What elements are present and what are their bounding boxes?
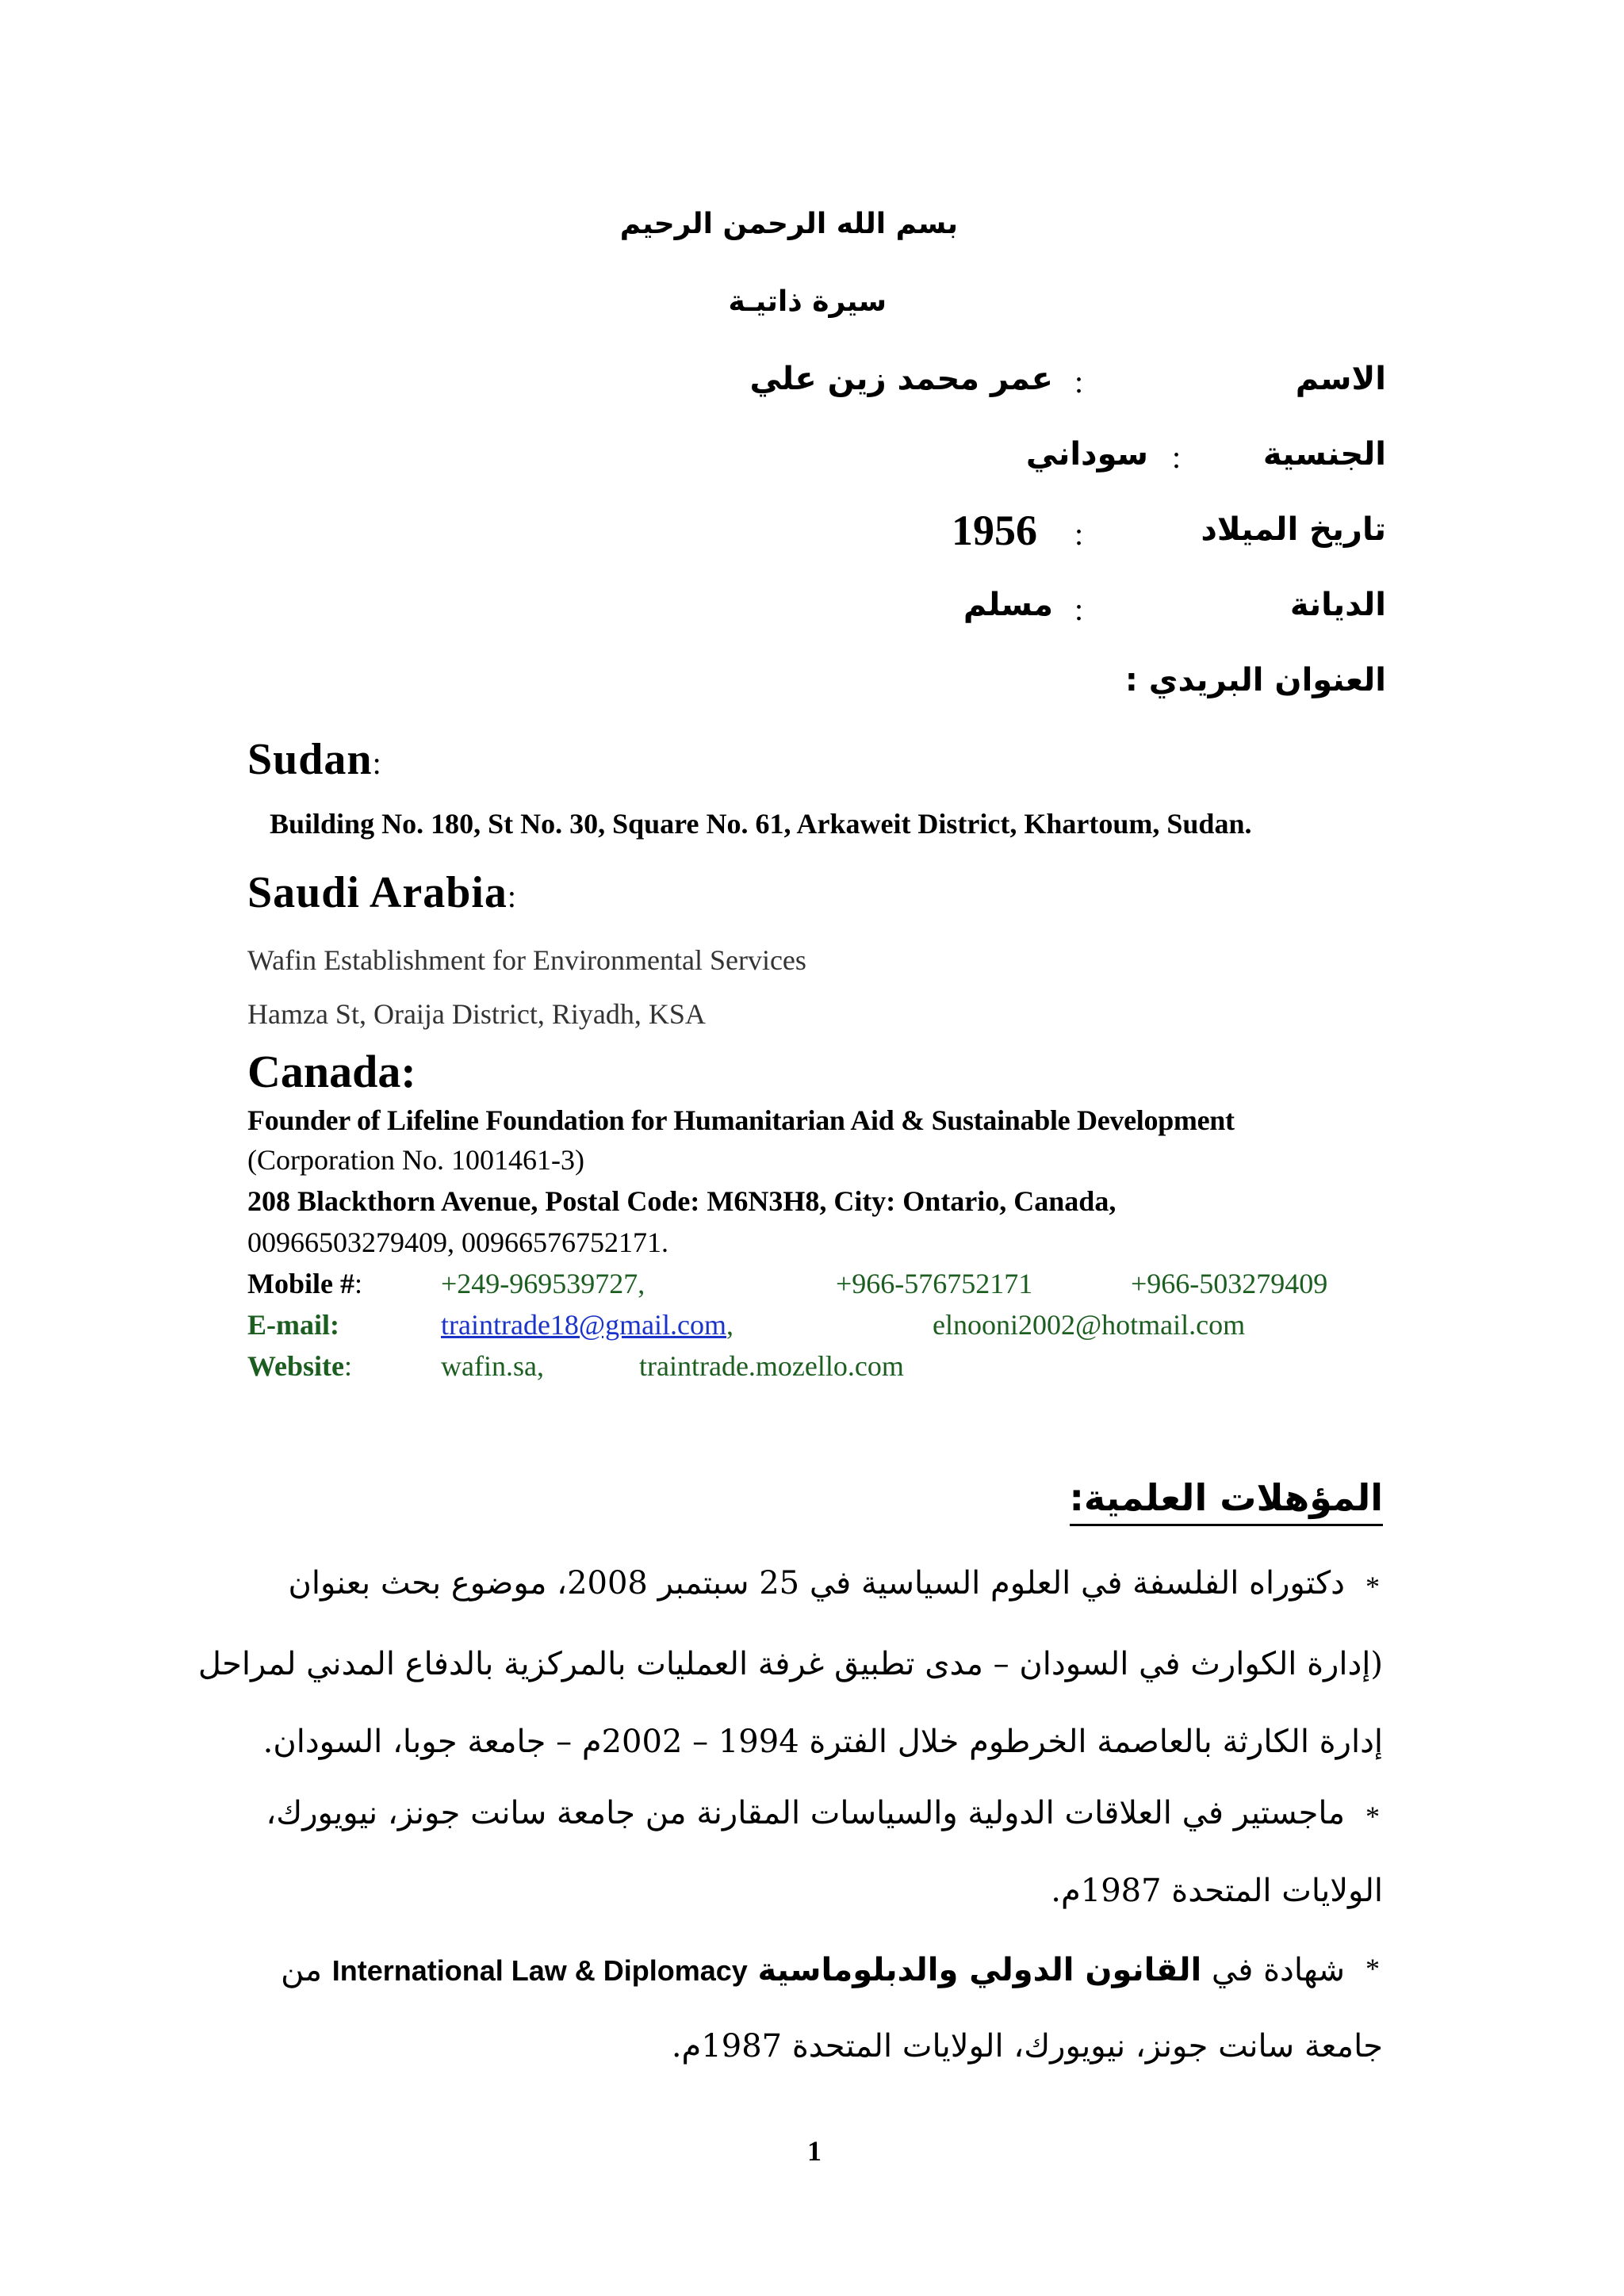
saudi-title: Saudi Arabia [247, 868, 508, 917]
mobile-number-2: +966-576752171 [836, 1268, 1033, 1299]
sudan-title: Sudan [247, 735, 373, 784]
saudi-address-line-2: Hamza St, Oraija District, Riyadh, KSA [247, 998, 706, 1030]
name-colon: : [1074, 364, 1084, 400]
q3-line-2: جامعة سانت جونز، نيويورك، الولايات المتحدة 1987م. [671, 2028, 1383, 2064]
mobile-number-1: +249-969539727, [441, 1268, 645, 1299]
website-colon: : [344, 1350, 353, 1382]
website-label [247, 1349, 352, 1383]
canada-line-3: 208 Blackthorn Avenue, Postal Code: M6N3H8, City: Ontario, Canada, [247, 1185, 1116, 1217]
q3-bold: القانون الدولي والدبلوماسية [757, 1952, 1202, 1988]
q2-line-2: الولايات المتحدة 1987م. [1051, 1873, 1383, 1909]
religion-label: الديانة [1289, 587, 1386, 623]
religion-colon: : [1074, 591, 1084, 627]
website-2[interactable]: traintrade.mozello.com [639, 1350, 904, 1382]
mobile-number-3: +966-503279409 [1131, 1268, 1328, 1299]
email-2[interactable]: elnooni2002@hotmail.com [933, 1309, 1246, 1341]
mobile-colon: : [354, 1268, 362, 1299]
email-label: E-mail: [247, 1309, 339, 1341]
saudi-address-line-1: Wafin Establishment for Environmental Services [247, 944, 806, 976]
sudan-heading [247, 734, 382, 785]
email-1 [441, 1308, 733, 1341]
q2-line-1: ماجستير في العلاقات الدولية والسياسات المقارنة من جامعة سانت جونز، نيويورك، [266, 1795, 1345, 1831]
saudi-colon: : [507, 878, 518, 914]
q1-line-2: (إدارة الكوارث في السودان – مدى تطبيق غرفة العمليات بالمركزية بالدفاع المدني لمراحل [197, 1646, 1383, 1682]
canada-line-2: (Corporation No. 1001461-3) [247, 1144, 584, 1176]
dob-value: 1956 [952, 507, 1037, 554]
page-number: 1 [807, 2135, 822, 2167]
nationality-label: الجنسية [1262, 436, 1386, 473]
q3-line-1 [281, 1952, 1345, 1988]
qualifications-heading: المؤهلات العلمية: [1070, 1476, 1383, 1526]
basmala: بسم الله الرحمن الرحيم [619, 208, 958, 240]
saudi-heading [247, 867, 517, 918]
dob-label: تاريخ الميلاد [1201, 511, 1386, 548]
email-1-comma: , [726, 1309, 734, 1341]
q1-line-1: دكتوراه الفلسفة في العلوم السياسية في 25 سبتمبر 2008، موضوع بحث بعنوان [288, 1565, 1345, 1601]
mobile-label [247, 1267, 362, 1300]
canada-line-4: 00966503279409, 00966576752171. [247, 1226, 668, 1258]
q3-post: من [281, 1952, 322, 1988]
website-1[interactable]: wafin.sa, [441, 1350, 544, 1382]
q3-english: International Law & Diplomacy [331, 1954, 748, 1987]
nationality-colon: : [1172, 439, 1182, 475]
name-label: الاسم [1295, 361, 1386, 397]
q2-bullet: * [1365, 1800, 1380, 1832]
dob-colon: : [1074, 516, 1084, 552]
sudan-address: Building No. 180, St No. 30, Square No. 61, Arkaweit District, Khartoum, Sudan. [270, 808, 1252, 840]
q1-line-3: إدارة الكارثة بالعاصمة الخرطوم خلال الفترة 1994 – 2002م – جامعة جوبا، السودان. [262, 1724, 1383, 1760]
q3-pre: شهادة في [1211, 1952, 1345, 1988]
document-title: سيرة ذاتيـة [728, 285, 887, 318]
name-value: عمر محمد زين علي [749, 361, 1053, 397]
q3-bullet: * [1365, 1953, 1380, 1984]
religion-value: مسلم [963, 587, 1053, 623]
website-label-text: Website [247, 1350, 344, 1382]
sudan-colon: : [372, 745, 382, 781]
canada-line-1: Founder of Lifeline Foundation for Humanitarian Aid & Sustainable Development [247, 1104, 1235, 1136]
email-link-1[interactable]: traintrade18@gmail.com [441, 1309, 727, 1341]
canada-heading: Canada: [247, 1046, 416, 1097]
q1-bullet: * [1365, 1571, 1380, 1602]
postal-address-label: العنوان البريدي : [1124, 662, 1386, 698]
nationality-value: سوداني [1025, 436, 1148, 473]
mobile-label-text: Mobile # [247, 1268, 354, 1299]
